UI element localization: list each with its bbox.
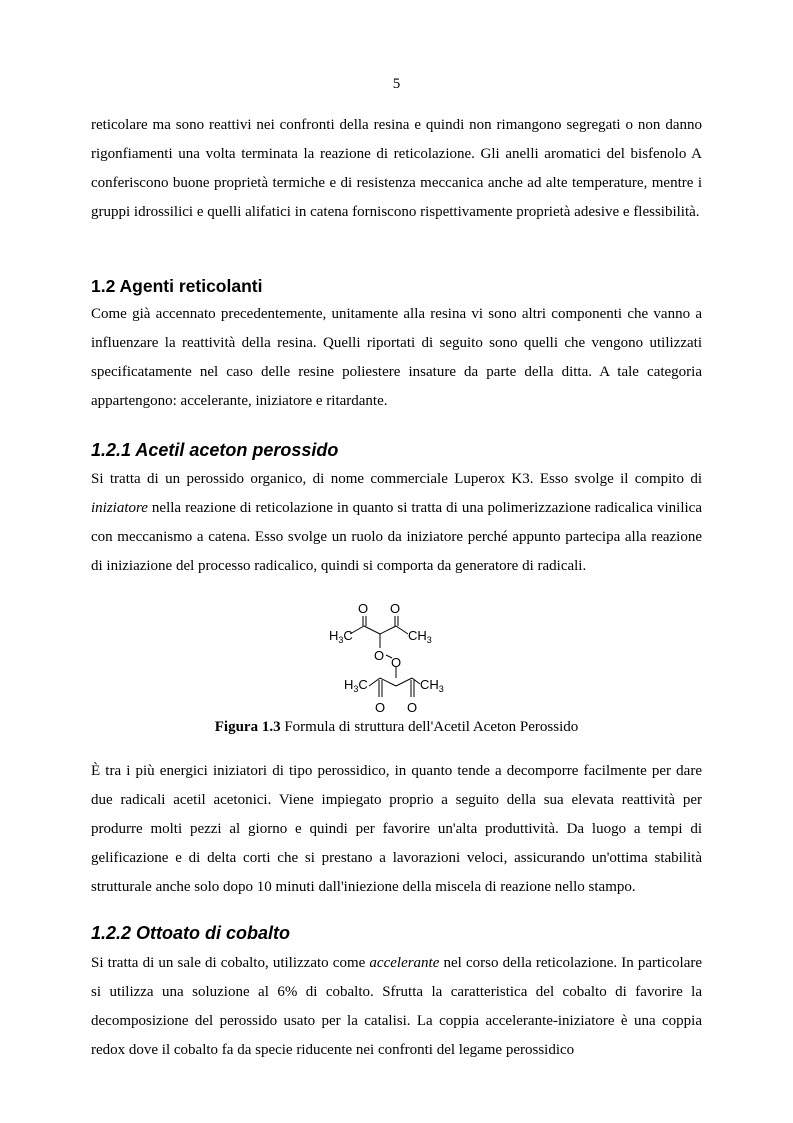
group-h3c: $H_3C$ bbox=[329, 628, 353, 645]
structural-formula-acetil-aceton-perossido bbox=[320, 600, 460, 718]
atom-oxygen: O bbox=[375, 700, 386, 715]
caption-text: Formula di struttura dell'Acetil Aceton Perossido bbox=[280, 719, 579, 735]
heading-acetil-aceton-perossido: 1.2.1 Acetil aceton perossido bbox=[91, 440, 339, 460]
text-segment: Si tratta di un sale di cobalto, utilizzato come bbox=[91, 955, 370, 971]
caption-label: Figura 1.3 bbox=[214, 719, 281, 735]
atom-oxygen: O bbox=[390, 601, 401, 616]
text-segment: Si tratta di un perossido organico, di nome commerciale Luperox K3. Esso svolge il compito di bbox=[91, 471, 702, 487]
atom-oxygen: O bbox=[407, 700, 418, 715]
paragraph-agenti-reticolanti: Come già accennato precedentemente, unitamente alla resina vi sono altri componenti che vanno a influenzare la reattività della resina. Quelli riportati di seguito sono quelli che vengono utilizzati specificatamente nel caso delle resine poliestere insature da parte della ditta. A tale categoria appartengono: accelerante, iniziatore e ritardante. bbox=[91, 306, 702, 409]
atom-oxygen: O bbox=[358, 601, 369, 616]
heading-ottoato-di-cobalto: 1.2.2 Ottoato di cobalto bbox=[91, 923, 291, 943]
text-segment: nel corso della reticolazione. In particolare si utilizza una soluzione al 6% di cobalto. Sfrutta la caratteristica del cobalto di favorire la decomposizione del perossido usato per la catalisi. La coppia accelerante-iniziatore è una coppia redox dove il cobalto fa da specie riducente nei confronti del legame perossidico bbox=[91, 955, 703, 1058]
group-h3c: $H_3C$ bbox=[344, 677, 368, 694]
paragraph-bisfenolo: reticolare ma sono reattivi nei confronti della resina e quindi non rimangono segregati o non danno rigonfiamenti una volta terminata la reazione di reticolazione. Gli anelli aromatici del bisfenolo A conferiscono buone proprietà termiche e di resistenza meccanica anche ad alte temperature, mentre i gruppi idrossilici e quelli alifatici in catena forniscono rispettivamente proprietà adesive e flessibilità. bbox=[91, 117, 702, 220]
heading-agenti-reticolanti: 1.2 Agenti reticolanti bbox=[91, 276, 263, 296]
atom-oxygen: O bbox=[374, 648, 385, 663]
text-segment: nella reazione di reticolazione in quanto si tratta di una polimerizzazione radicalica vinilica con meccanismo a catena. Esso svolge un ruolo da iniziatore perché appunto partecipa alla reazione di iniziazione del processo radicalico, quindi si comporta da generatore di radicali. bbox=[91, 500, 702, 574]
figure-caption bbox=[0, 719, 793, 736]
paragraph-ottoato-di-cobalto bbox=[91, 949, 702, 1065]
atom-oxygen: O bbox=[391, 655, 402, 670]
emphasis-iniziatore: iniziatore bbox=[91, 500, 148, 516]
group-ch3: $CH_3$ bbox=[420, 677, 444, 694]
paragraph-acetil-aceton-perossido bbox=[91, 465, 702, 581]
page-number: 5 bbox=[392, 76, 401, 92]
paragraph-iniziatori-perossidici: È tra i più energici iniziatori di tipo perossidico, in quanto tende a decomporre facilmente per dare due radicali acetil acetonici. Viene impiegato proprio a seguito della sua elevata reattività per produrre molti pezzi al giorno e quindi per favorire un'alta produttività. Da luogo a tempi di gelificazione e di delta corti che si prestano a lavorazioni veloci, assicurando un'ottima stabilità strutturale anche solo dopo 10 minuti dall'iniezione della miscela di reazione nello stampo. bbox=[91, 763, 702, 895]
group-ch3: $CH_3$ bbox=[408, 628, 432, 645]
emphasis-accelerante: accelerante bbox=[369, 955, 440, 971]
